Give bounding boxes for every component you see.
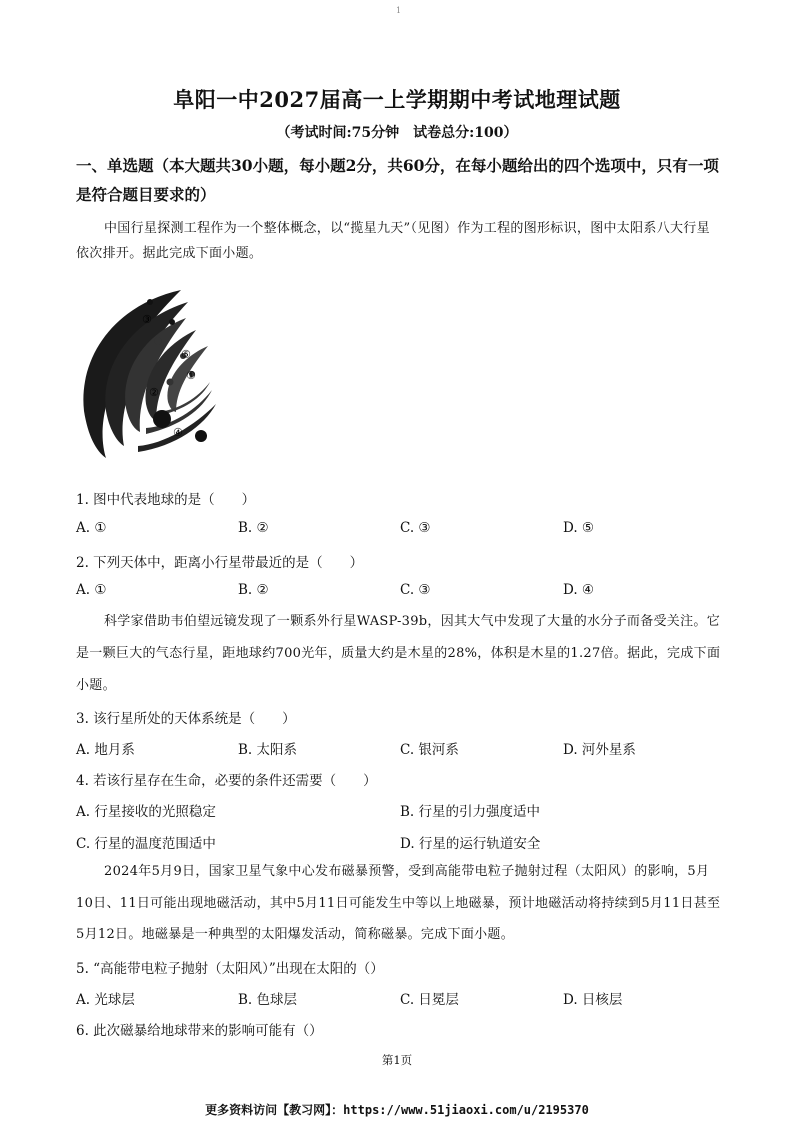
q5-option-c[interactable]: C. 日冕层 (400, 992, 459, 1008)
page-top-mark: 1 (396, 6, 402, 15)
q1-option-a[interactable]: A. ① (76, 520, 107, 536)
promo-link[interactable]: 更多资料访问【教习网】：https://www.51jiaoxi.com/u/2195370 (205, 1103, 589, 1117)
q5-option-d[interactable]: D. 日核层 (563, 992, 623, 1008)
q3-option-c[interactable]: C. 银河系 (400, 742, 459, 758)
q3-option-a[interactable]: A. 地月系 (76, 742, 135, 758)
question-3-stem: 3. 该行星所处的天体系统是（ ） (76, 711, 296, 727)
figure-label-5: ⑤ (181, 348, 191, 361)
question-2-stem: 2. 下列天体中，距离小行星带最近的是（ ） (76, 555, 364, 571)
q4-option-a[interactable]: A. 行星接收的光照稳定 (76, 804, 216, 820)
section-heading: 一、单选题（本大题共30小题，每小题2分，共60分，在每小题给出的四个选项中，只有一项是符合题目要求的） (76, 156, 719, 204)
q1-option-c[interactable]: C. ③ (400, 520, 431, 536)
figure-label-1: ① (186, 369, 196, 382)
q3-option-b[interactable]: B. 太阳系 (238, 742, 298, 758)
exam-subtitle: （考试时间:75分钟 试卷总分:100） (276, 125, 518, 141)
passage-2: 科学家借助韦伯望远镜发现了一颗系外行星WASP-39b，因其大气中发现了大量的水分子而备受关注。它是一颗巨大的气态行星，距地球约700光年，质量大约是木星的28%，体积是木星的1.27倍。据此，完成下面小题。 (76, 614, 721, 693)
q4-option-c[interactable]: C. 行星的温度范围适中 (76, 836, 216, 852)
q3-option-d[interactable]: D. 河外星系 (563, 742, 636, 758)
q5-option-b[interactable]: B. 色球层 (238, 992, 298, 1008)
q4-option-b[interactable]: B. 行星的引力强度适中 (400, 804, 541, 820)
lanxing-jiutian-figure (76, 286, 221, 461)
q1-option-b[interactable]: B. ② (238, 520, 269, 536)
page-number: 第1页 (381, 1053, 413, 1067)
question-5-stem: 5. “高能带电粒子抛射（太阳风）”出现在太阳的（） (76, 961, 384, 977)
q2-option-a[interactable]: A. ① (76, 582, 107, 598)
exam-title: 阜阳一中2027届高一上学期期中考试地理试题 (173, 87, 621, 112)
figure-label-4: ④ (173, 426, 183, 439)
q1-option-d[interactable]: D. ⑤ (563, 520, 595, 536)
q2-option-d[interactable]: D. ④ (563, 582, 595, 598)
q5-option-a[interactable]: A. 光球层 (76, 992, 135, 1008)
question-1-stem: 1. 图中代表地球的是（ ） (76, 492, 256, 508)
planet-arcs-image (76, 286, 221, 461)
question-4-stem: 4. 若该行星存在生命，必要的条件还需要（ ） (76, 773, 377, 789)
q2-option-c[interactable]: C. ③ (400, 582, 431, 598)
question-6-stem: 6. 此次磁暴给地球带来的影响可能有（） (76, 1023, 323, 1039)
figure-label-3: ③ (142, 313, 152, 326)
passage-1: 中国行星探测工程作为一个整体概念，以“揽星九天”（见图）作为工程的图形标识，图中太阳系八大行星依次排开。据此完成下面小题。 (76, 221, 710, 261)
passage-3: 2024年5月9日，国家卫星气象中心发布磁暴预警，受到高能带电粒子抛射过程（太阳风）的影响，5月10日、11日可能出现地磁活动，其中5月11日可能发生中等以上地磁暴，预计地磁活动将持续到5月11日甚至5月12日。地磁暴是一种典型的太阳爆发活动，简称磁暴。完成下面小题。 (76, 864, 721, 942)
q4-option-d[interactable]: D. 行星的运行轨道安全 (400, 836, 541, 852)
q2-option-b[interactable]: B. ② (238, 582, 269, 598)
figure-label-2: ② (149, 386, 159, 399)
